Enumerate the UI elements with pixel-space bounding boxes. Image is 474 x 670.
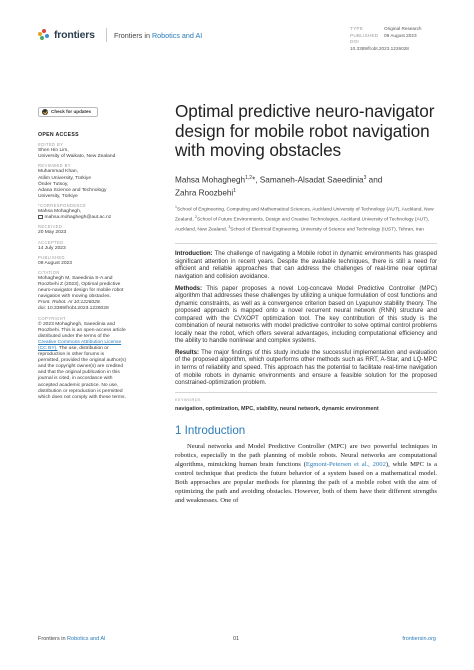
doi-link[interactable]: 10.3389/frobt.2023.1226028 xyxy=(350,45,409,51)
divider xyxy=(175,243,437,244)
abstract-results: Results: The major findings of this study include the successful implementation and evaluation of the proposed algorithm, which outperforms other methods such as RRT, A-Star, and LQ-MPC in terms of reliability and speed. This approach has the potential to facilitate real-time navigation of mobile robots in dynamic environments and ensure a feasible solution for the proposed constrained-optimization problem. xyxy=(175,348,437,387)
mail-icon xyxy=(38,215,43,219)
article-meta: TYPE Original Research PUBLISHED 09 August 2023 DOI10.3389/frobt.2023.1226028 xyxy=(350,26,422,51)
correspondence-email-link[interactable]: mahsa.mohaghegh@aut.ac.nz xyxy=(38,215,150,221)
page-header xyxy=(38,26,438,51)
site-link[interactable]: frontiersin.org xyxy=(402,636,436,642)
author-list: Mahsa Mohaghegh$^{1,2}$*, Samaneh-Alsadat Saeedinia$^3$ and Zahra Roozbehi$^1$ xyxy=(175,174,383,198)
abstract-methods: Methods: This paper proposes a novel Log-concave Model Predictive Controller (MPC) algorithm that addresses these challenges by utilizing a unique formulation of cost functions and dynamic constraints, as well as a convergence criterion based on Lyapunov stability theory. The proposed approach is mapped onto a novel recurrent neural network (RNN) structure and compared with the CVXOPT optimization tool. The key contribution of this study is the combination of neural networks with model predictive controller to solve optimal control problems locally near the robot, which offers several advantages, including computational efficiency and the ability to handle nonlinear and complex systems. xyxy=(175,284,437,345)
frontiers-logo-icon xyxy=(38,29,50,41)
author-name[interactable]: , Samaneh-Alsadat Saeedinia xyxy=(255,175,364,185)
open-access-label: OPEN ACCESS xyxy=(38,132,79,138)
divider xyxy=(175,392,437,393)
check-updates-icon xyxy=(42,109,48,115)
article-title: Optimal predictive neuro-navigator design for mobile robot navigation with moving obstacles xyxy=(175,101,435,161)
author-name[interactable]: Zahra Roozbehi xyxy=(175,188,234,198)
citation-text: Mohaghegh M, Saeedinia S-A and Roozbehi Z (2023), Optimal predictive neuro-navigator design for mobile robot navigation with moving obstacles. Front. Robot. AI 10:1226028. doi: 10.3389/frobt.2023.1226028 xyxy=(38,275,124,312)
check-for-updates-button[interactable]: Check for updates xyxy=(38,107,98,117)
article-sidebar: Check for updates OPEN ACCESS EDITED BY Shen Hin Lim, University of Waikato, New Zealand REVIEWED BY Muhammad Khan, Atilim University, Türkiye Önder Tutsoy, Adana Science and Technology University, Türkiye *CORRESPONDENCE Mahsa Mohaghegh, mahsa.mohaghegh@aut.ac.nz RECEIVED 20 May 2023 ACCEPTED 14 July 2023 PUBLISHED 09 August 2023 CITATION Mohaghegh M, Saeedinia S-A and Roozbehi Z (2023), Optimal predictive neuro-navigator design for mobile robot navigation with moving obstacles. Front. Robot. AI 10:1226028. doi: 10.3389/frobt.2023.1226028 COPYRIGHT © 2023 Mohaghegh, Saeedinia and Roozbehi. This is an open-access article distributed under the terms of the Creative Commons Attribution License (CC BY). The use, distribution or reproduction in other forums is permitted, provided the original author(s) and the copyright owner(s) are credited and that the original publication in this journal is cited, in accordance with accepted academic practice. No use, distribution or reproduction is permitted which does not comply with these terms. xyxy=(38,107,150,402)
brand-name: frontiers xyxy=(54,29,95,41)
correspondence-info: Mahsa Mohaghegh, mahsa.mohaghegh@aut.ac.nz xyxy=(38,209,150,221)
license-link[interactable]: Creative Commons Attribution License xyxy=(38,339,122,345)
citation-link[interactable]: Egmont-Petersen et al., 2002 xyxy=(305,461,386,469)
article-main xyxy=(175,102,437,506)
affiliations: $^1$School of Engineering, Computing and Mathematical Sciences, Auckland University of Technology (AUT), Auckland, New Zealand, $^2$School of Future Environments, Design and Creative Technologies, Auckland University of Technology (AUT), Auckland, New Zealand, $^3$School of Electrical Engineering, University of Science and Technology (IUST), Tehran, Iran xyxy=(175,205,434,233)
abstract-introduction: Introduction: The challenge of navigating a Mobile robot in dynamic environments has grasped significant attention in recent years. Despite the available techniques, there is still a need for efficient and reliable approaches that can address the challenges of real-time near optimal navigation and collision avoidance. xyxy=(175,250,437,280)
license-link-cont[interactable]: (CC BY). xyxy=(38,346,58,351)
copyright-text: © 2023 Mohaghegh, Saeedinia and Roozbehi. This is an open-access article distributed under the terms of the Creative Commons Attribution License (CC BY). The use, distribution or reproduction in other forums is permitted, provided the original author(s) and the copyright owner(s) are credited and that the original publication in this journal is cited, in accordance with accepted academic practice. No use, distribution or reproduction is permitted which does not comply with these terms. xyxy=(38,321,127,400)
keywords: navigation, optimization, MPC, stability, neural network, dynamic environment xyxy=(175,406,379,413)
journal-name[interactable]: Frontiers in Robotics and AI xyxy=(114,31,203,40)
author-name[interactable]: Mahsa Mohaghegh xyxy=(175,175,246,185)
footer-journal[interactable]: Frontiers in Robotics and AI xyxy=(38,636,106,642)
header-divider xyxy=(106,28,107,42)
page-number: 01 xyxy=(233,636,240,642)
frontiers-logo[interactable] xyxy=(38,29,95,41)
reviewer-info: Muhammad Khan, Atilim University, Türkiye Önder Tutsoy, Adana Science and Technology University, Türkiye xyxy=(38,169,107,199)
editor-info: Shen Hin Lim, University of Waikato, New Zealand xyxy=(38,148,116,160)
section-heading: 1 Introduction xyxy=(175,424,246,438)
keywords-label: KEYWORDS xyxy=(175,397,201,403)
body-paragraph: Neural networks and Model Predictive Controller (MPC) are two powerful techniques in robotics, especially in the path planning of mobile robots. Neural networks are computational algorithms, mimicking human brain functions (Egmont-Petersen et al., 2002), while MPC is a control technique that predicts the future behavior of a system based on a mathematical model. Both approaches are popular methods for planning the path of a mobile robot with the aim of optimizing the path and avoiding obstacles. However, both of them have their different strengths and weaknesses. One of xyxy=(175,443,438,505)
